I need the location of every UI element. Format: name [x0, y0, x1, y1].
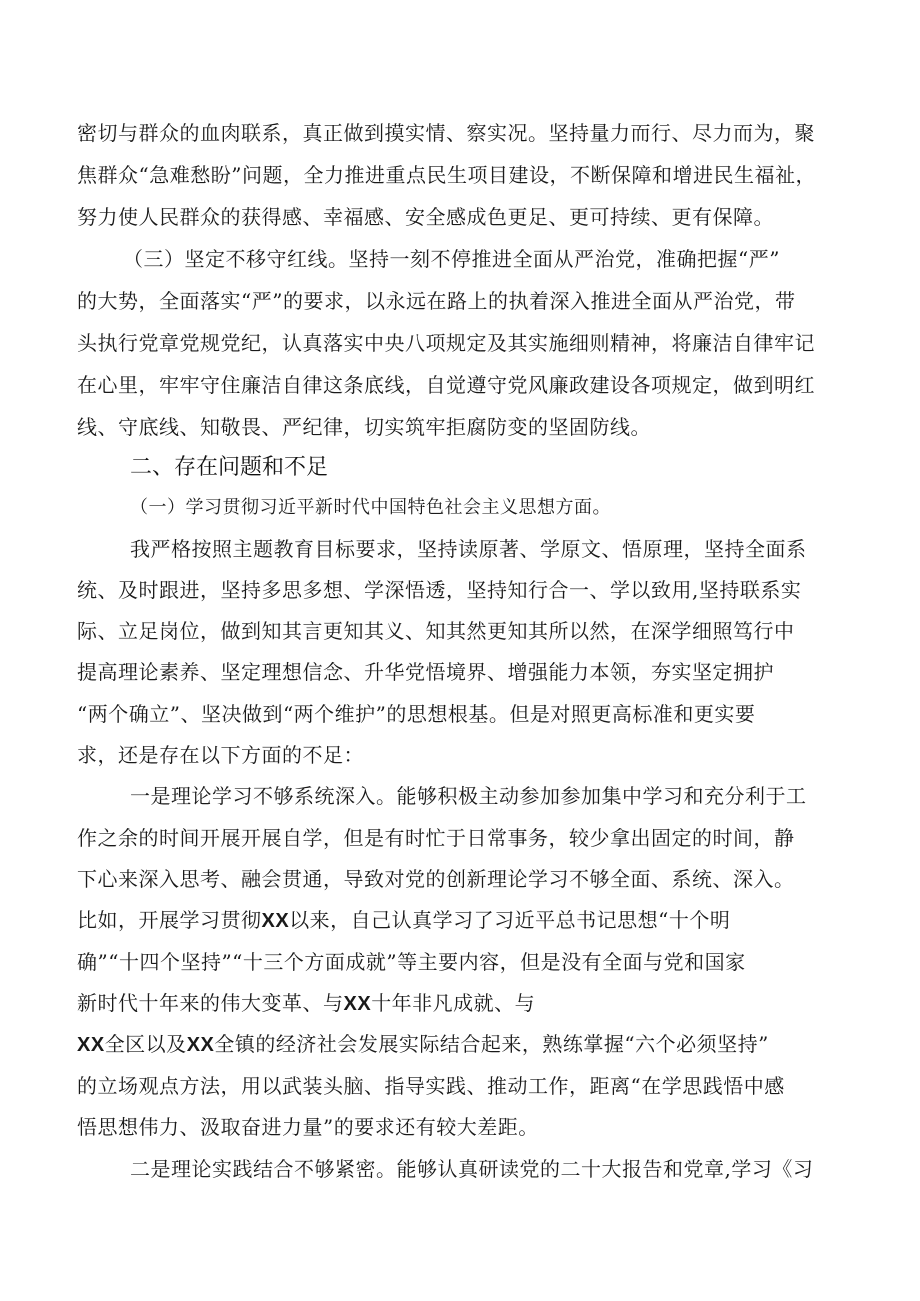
paragraph-line: 提高理论素养、坚定理想信念、升华党悟境界、增强能力本领，夯实坚定拥护: [77, 660, 774, 684]
paragraph-line: 求，还是存在以下方面的不足：: [77, 743, 364, 767]
paragraph-line: 比如，开展学习贯彻XX以来，自己认真学习了习近平总书记思想“十个明: [77, 908, 731, 932]
paragraph-line: 确”“十四个坚持”“十三个方面成就”等主要内容，但是没有全面与党和国家: [77, 950, 746, 974]
paragraph-line: （三）坚定不移守红线。坚持一刻不停推进全面从严治党，准确把握“严”: [123, 247, 780, 271]
paragraph-line: 下心来深入思考、融会贯通，导致对党的创新理论学习不够全面、系统、深入。: [77, 867, 795, 891]
paragraph-line: 悟思想伟力、汲取奋进力量”的要求还有较大差距。: [77, 1115, 539, 1139]
paragraph-line: 焦群众“急难愁盼”问题，全力推进重点民生项目建设，不断保障和增进民生福祉，: [77, 163, 816, 187]
paragraph-line: 密切与群众的血肉联系，真正做到摸实情、察实况。坚持量力而行、尽力而为，聚: [77, 121, 815, 145]
placeholder-token: XX: [343, 993, 372, 1015]
paragraph-line: 我严格按照主题教育目标要求，坚持读原著、学原文、悟原理，坚持全面系: [130, 537, 807, 561]
subsection-heading: （一）学习贯彻习近平新时代中国特色社会主义思想方面。: [130, 497, 611, 518]
placeholder-token: XX: [77, 1034, 105, 1056]
paragraph-line: 一是理论学习不够系统深入。能够积极主动参加参加集中学习和充分利于工: [130, 784, 807, 808]
paragraph-line: 努力使人民群众的获得感、幸福感、安全感成色更足、更可持续、更有保障。: [77, 205, 774, 229]
paragraph-line: 作之余的时间开展开展自学，但是有时忙于日常事务，较少拿出固定的时间，静: [77, 826, 795, 850]
paragraph-line: 的大势，全面落实“严”的要求，以永远在路上的执着深入推进全面从严治党，带: [77, 289, 796, 313]
paragraph-line: 际、立足岗位，做到知其言更知其义、知其然更知其所以然，在深学细照笃行中: [77, 619, 795, 643]
paragraph-line: 统、及时跟进，坚持多思多想、学深悟透，坚持知行合一、学以致用,坚持联系实: [77, 578, 802, 602]
paragraph-line: 二是理论实践结合不够紧密。能够认真研读党的二十大报告和党章,学习《习: [130, 1157, 814, 1181]
section-heading: 二、存在问题和不足: [130, 455, 329, 480]
paragraph-line: 的立场观点方法，用以武装头脑、指导实践、推动工作，距离“在学思践悟中感: [77, 1074, 785, 1098]
paragraph-line: 线、守底线、知敬畏、严纪律，切实筑牢拒腐防变的坚固防线。: [77, 415, 651, 439]
placeholder-token: XX: [261, 910, 290, 932]
paragraph-line: 头执行党章党规党纪，认真落实中央八项规定及其实施细则精神，将廉洁自律牢记: [77, 331, 815, 355]
paragraph-line: “两个确立”、坚决做到“两个维护”的思想根基。但是对照更高标准和更实要: [77, 702, 756, 726]
paragraph-line: 新时代十年来的伟大变革、与XX十年非凡成就、与: [77, 991, 536, 1015]
paragraph-line: 在心里，牢牢守住廉洁自律这条底线，自觉遵守党风廉政建设各项规定，做到明红: [77, 373, 815, 397]
placeholder-token: XX: [186, 1034, 215, 1056]
paragraph-line: XX全区以及XX全镇的经济社会发展实际结合起来，熟练掌握“六个必须坚持”: [77, 1032, 769, 1056]
